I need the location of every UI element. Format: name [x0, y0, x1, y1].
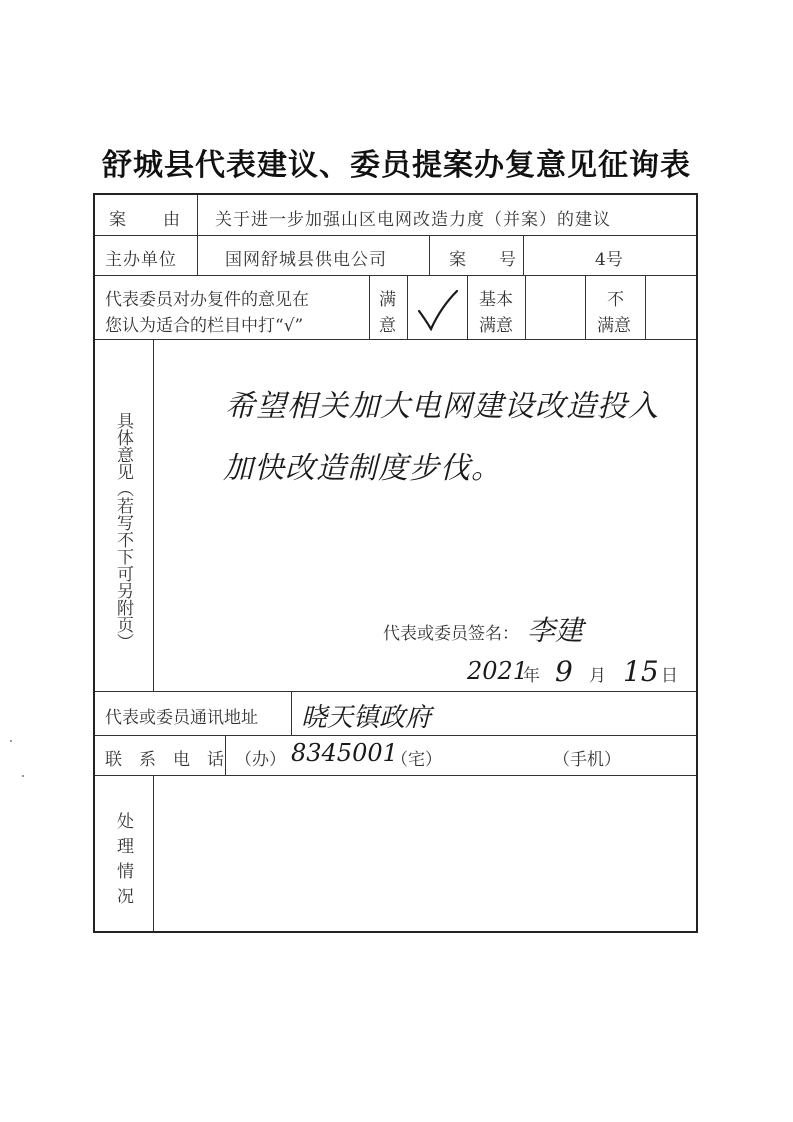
date-year: 2021: [467, 657, 529, 685]
col-divider: [197, 195, 198, 275]
address-label: 代表或委员通讯地址: [105, 708, 258, 728]
row-divider: [95, 235, 696, 236]
opinion-prompt-line2: 您认为适合的栏目中打“√”: [105, 316, 304, 336]
phone-office-value: 8345001: [291, 739, 398, 767]
basic-satisfied-label-line1: 基本: [479, 290, 513, 310]
case-reason-value: 关于进一步加强山区电网改造力度（并案）的建议: [215, 210, 611, 230]
case-no-value: 4号: [595, 250, 623, 270]
phone-office-label: （办）: [235, 750, 286, 770]
col-divider: [369, 275, 370, 339]
satisfied-label-line2: 意: [379, 316, 396, 336]
date-day: 15: [623, 655, 659, 688]
handwritten-opinion-line2: 加快改造制度步伐。: [223, 451, 502, 486]
case-reason-label: 案 由: [109, 210, 181, 230]
row-divider: [95, 339, 696, 340]
row-divider: [95, 775, 696, 776]
col-divider: [153, 775, 154, 931]
phone-label: 联 系 电 话: [105, 750, 224, 770]
signature-label: 代表或委员签名：: [383, 624, 519, 644]
scan-speck: [22, 775, 24, 777]
case-no-label: 案 号: [449, 250, 524, 270]
col-divider: [429, 235, 430, 275]
col-divider: [407, 275, 408, 339]
scan-speck: [10, 740, 12, 742]
form-title: 舒城县代表建议、委员提案办复意见征询表: [102, 148, 691, 183]
col-divider: [225, 735, 226, 775]
unsatisfied-label-line2: 满意: [597, 316, 631, 336]
col-divider: [585, 275, 586, 339]
col-divider: [291, 691, 292, 735]
form-table: [93, 193, 698, 933]
date-day-unit: 日: [661, 666, 678, 686]
row-divider: [95, 275, 696, 276]
date-year-unit: 年: [523, 666, 540, 686]
date-month-unit: 月: [589, 666, 606, 686]
col-divider: [153, 339, 154, 691]
handwritten-opinion-line1: 希望相关加大电网建设改造投入: [225, 389, 659, 424]
check-mark-icon: [415, 289, 461, 333]
basic-satisfied-label-line2: 满意: [479, 316, 513, 336]
main-unit-label: 主办单位: [105, 250, 177, 270]
col-divider: [645, 275, 646, 339]
satisfied-label-line1: 满: [379, 290, 396, 310]
date-month: 9: [555, 655, 573, 688]
phone-home-label: （宅）: [391, 750, 442, 770]
opinion-prompt-line1: 代表委员对办复件的意见在: [105, 290, 309, 310]
row-divider: [95, 691, 696, 692]
signature: 李建: [527, 614, 584, 647]
row-divider: [95, 735, 696, 736]
phone-mobile-label: （手机）: [553, 750, 621, 770]
detail-opinion-label: 具体意见（若写不下可另附页）: [113, 412, 133, 650]
col-divider: [525, 275, 526, 339]
main-unit-value: 国网舒城县供电公司: [225, 250, 387, 270]
handling-label: 处理情况: [113, 812, 133, 912]
address-value: 晓天镇政府: [301, 703, 432, 733]
unsatisfied-label-line1: 不: [607, 290, 624, 310]
col-divider: [467, 275, 468, 339]
